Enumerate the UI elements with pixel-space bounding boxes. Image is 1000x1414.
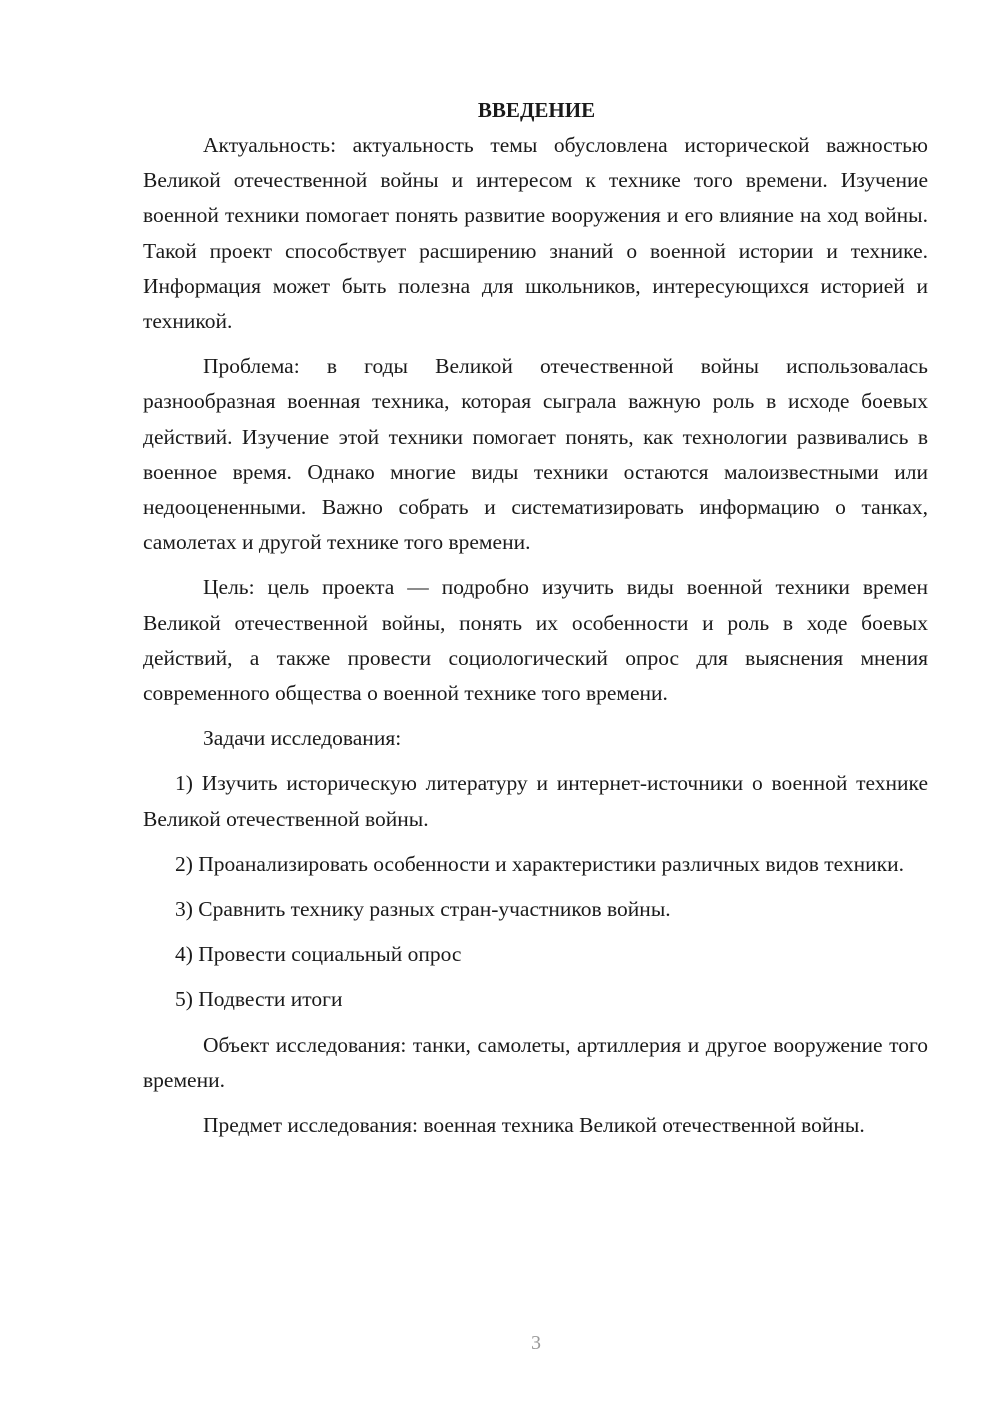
tasks-heading: Задачи исследования: bbox=[203, 726, 402, 751]
list-item: 1) Изучить историческую литературу и интернет-источники о военной технике Великой отечественной войны. bbox=[143, 771, 928, 831]
paragraph-object: Объект исследования: танки, самолеты, артиллерия и другое вооружение того времени. bbox=[143, 1032, 928, 1092]
list-item: 5) Подвести итоги bbox=[175, 987, 343, 1012]
section-title: ВВЕДЕНИЕ bbox=[477, 98, 596, 122]
list-item: 3) Сравнить технику разных стран-участников войны. bbox=[175, 897, 671, 922]
paragraph-subject: Предмет исследования: военная техника Великой отечественной войны. bbox=[203, 1113, 865, 1138]
list-item: 4) Провести социальный опрос bbox=[175, 942, 462, 967]
paragraph-goal: Цель: цель проекта — подробно изучить виды военной техники времен Великой отечественной войны, понять их особенности и роль в ходе боевых действий, а также провести социологический опрос для выяснения мнения современного общества о военной технике того времени. bbox=[143, 575, 928, 706]
page-number: 3 bbox=[531, 1332, 541, 1354]
paragraph-relevance: Актуальность: актуальность темы обусловлена исторической важностью Великой отечественной войны и интересом к технике того времени. Изучение военной техники помогает понять развитие вооружения и его влияние на ход войны. Такой проект способствует расширению знаний о военной истории и технике. Информация может быть полезна для школьников, интересующихся историей и техникой. bbox=[143, 133, 928, 334]
paragraph-problem: Проблема: в годы Великой отечественной войны использовалась разнообразная военная техника, которая сыграла важную роль в исходе боевых действий. Изучение этой техники помогает понять, как технологии развивались в военное время. Однако многие виды техники остаются малоизвестными или недооцененными. Важно собрать и систематизировать информацию о танках, самолетах и другой технике того времени. bbox=[143, 354, 928, 555]
page-body bbox=[143, 93, 928, 1143]
list-item: 2) Проанализировать особенности и характеристики различных видов техники. bbox=[175, 851, 904, 876]
tasks-list bbox=[143, 766, 928, 1017]
